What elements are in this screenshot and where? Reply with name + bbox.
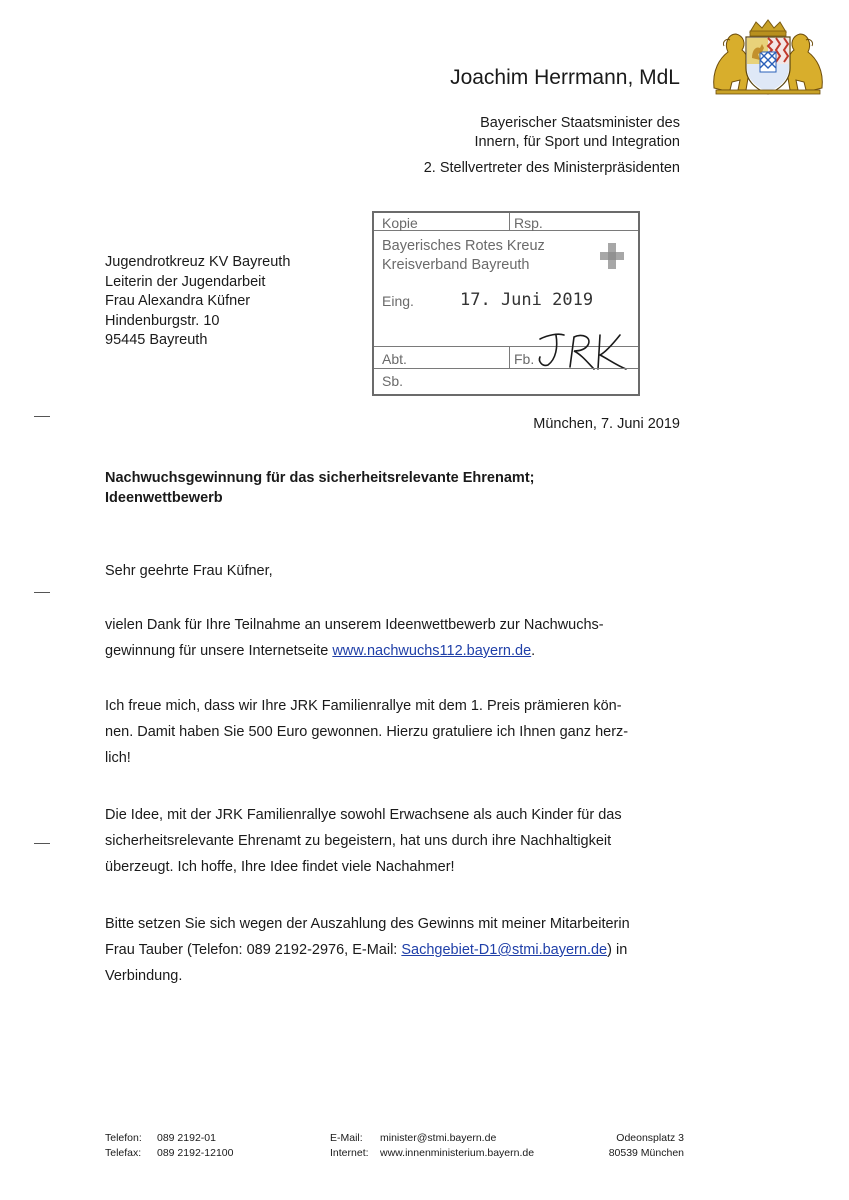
footer-street: Odeonsplatz 3 xyxy=(616,1132,684,1144)
paragraph-3 xyxy=(105,802,685,880)
sender-title-line-3: 2. Stellvertreter des Ministerpräsidenten xyxy=(423,160,680,176)
receipt-stamp xyxy=(372,211,640,396)
paragraph-line xyxy=(105,638,685,664)
fold-mark xyxy=(34,843,50,844)
footer-address xyxy=(609,1131,684,1160)
stamp-org-line-1: Bayerisches Rotes Kreuz xyxy=(382,238,545,254)
paragraph-line: vielen Dank für Ihre Teilnahme an unserem Ideenwettbewerb zur Nachwuchs- xyxy=(105,617,604,633)
footer-fax-value: 089 2192-12100 xyxy=(157,1146,234,1159)
recipient-line: 95445 Bayreuth xyxy=(105,332,208,348)
subject-line: Ideenwettbewerb xyxy=(105,489,223,506)
sender-title-line-2: Innern, für Sport und Integration xyxy=(474,134,680,150)
stamp-fb-label: Fb. xyxy=(514,351,535,367)
paragraph-text: ) in xyxy=(607,942,628,958)
letter-date: München, 7. Juni 2019 xyxy=(533,416,680,432)
recipient-line: Jugendrotkreuz KV Bayreuth xyxy=(105,254,291,270)
paragraph-line: sicherheitsrelevante Ehrenamt zu begeistern, hat uns durch ihre Nachhaltigkeit xyxy=(105,833,612,849)
stamp-eing-label: Eing. xyxy=(382,293,414,309)
stamp-org-line-2: Kreisverband Bayreuth xyxy=(382,257,530,273)
recipient-address xyxy=(105,253,290,351)
footer-web-label: Internet: xyxy=(330,1146,369,1159)
paragraph-text: gewinnung für unsere Internetseite xyxy=(105,643,333,659)
letter-subject xyxy=(105,469,534,508)
subject-line: Nachwuchsgewinnung für das sicherheitsrelevante Ehrenamt; xyxy=(105,470,535,486)
footer-web-value[interactable]: www.innenministerium.bayern.de xyxy=(380,1146,535,1159)
paragraph-text: . xyxy=(531,643,536,659)
stamp-sb-label: Sb. xyxy=(382,373,404,389)
sender-title-line-1: Bayerischer Staatsminister des xyxy=(480,115,680,131)
red-cross-icon xyxy=(599,241,625,271)
paragraph-line: Die Idee, mit der JRK Familienrallye sowohl Erwachsene als auch Kinder für das xyxy=(105,807,622,823)
footer-phone-label: Telefon: xyxy=(105,1132,142,1144)
footer-contact-online xyxy=(330,1131,534,1160)
recipient-line: Leiterin der Jugendarbeit xyxy=(105,273,266,290)
bavarian-coat-of-arms-icon xyxy=(706,18,830,98)
sender-name: Joachim Herrmann, MdL xyxy=(450,66,680,89)
paragraph-line: Ich freue mich, dass wir Ihre JRK Familienrallye mit dem 1. Preis prämieren kön- xyxy=(105,698,622,714)
paragraph-line: lich! xyxy=(105,750,131,766)
paragraph-line xyxy=(105,937,685,963)
recipient-line: Frau Alexandra Küfner xyxy=(105,293,251,309)
paragraph-text: Frau Tauber (Telefon: 089 2192-2976, E-Mail: xyxy=(105,942,402,958)
website-link[interactable]: www.nachwuchs112.bayern.de xyxy=(332,643,532,659)
stamp-rsp-label: Rsp. xyxy=(514,215,543,231)
stamp-kopie-label: Kopie xyxy=(382,215,418,231)
paragraph-line: Bitte setzen Sie sich wegen der Auszahlung des Gewinns mit meiner Mitarbeiterin xyxy=(105,916,630,932)
paragraph-line: nen. Damit haben Sie 500 Euro gewonnen. Hierzu gratuliere ich Ihnen ganz herz- xyxy=(105,724,629,740)
stamp-abt-label: Abt. xyxy=(382,351,407,367)
paragraph-4 xyxy=(105,911,685,989)
fold-mark xyxy=(34,416,50,417)
footer-fax-label: Telefax: xyxy=(105,1146,142,1159)
recipient-line: Hindenburgstr. 10 xyxy=(105,312,220,329)
paragraph-line: überzeugt. Ich hoffe, Ihre Idee findet viele Nachahmer! xyxy=(105,859,455,875)
footer-city: 80539 München xyxy=(608,1146,684,1159)
salutation xyxy=(105,558,685,584)
paragraph-2 xyxy=(105,693,685,771)
footer-email-label: E-Mail: xyxy=(330,1132,363,1144)
footer-contact-phone xyxy=(105,1131,234,1160)
footer-email-value[interactable]: minister@stmi.bayern.de xyxy=(380,1132,497,1144)
email-link[interactable]: Sachgebiet-D1@stmi.bayern.de xyxy=(401,942,608,958)
footer-phone-value: 089 2192-01 xyxy=(157,1132,216,1144)
stamp-eing-date: 17. Juni 2019 xyxy=(460,290,594,310)
handwritten-jrk-signature xyxy=(534,325,634,373)
paragraph-1 xyxy=(105,612,685,664)
fold-mark xyxy=(34,592,50,593)
salutation-text: Sehr geehrte Frau Küfner, xyxy=(105,563,273,579)
paragraph-line: Verbindung. xyxy=(105,968,183,984)
